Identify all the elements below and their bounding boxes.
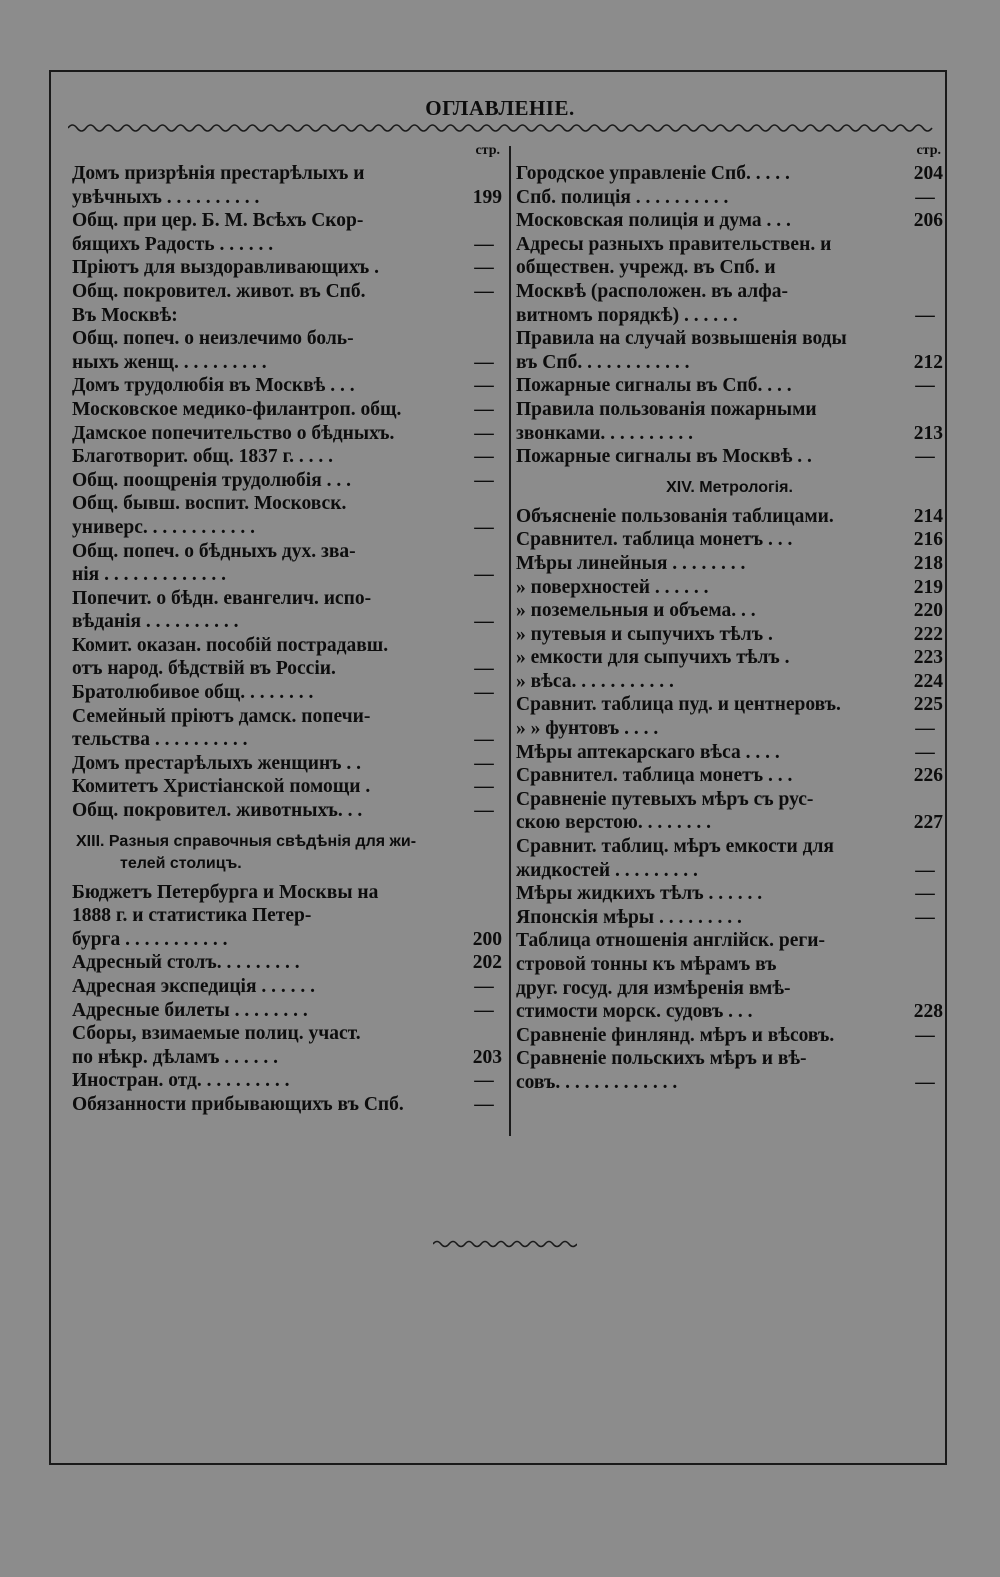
toc-page-number: — bbox=[915, 1024, 935, 1046]
toc-entry-line: отъ народ. бѣдствій въ Россіи. bbox=[72, 658, 336, 680]
right-entries-b bbox=[516, 505, 943, 1095]
toc-page-number: 222 bbox=[913, 623, 943, 645]
toc-page-number: — bbox=[474, 1093, 494, 1115]
toc-entry bbox=[72, 374, 502, 398]
toc-entry-line: витномъ порядкѣ) . . . . . . bbox=[516, 304, 738, 326]
toc-entry-line: бурга . . . . . . . . . . . bbox=[72, 928, 228, 950]
toc-page-number: 225 bbox=[913, 694, 943, 716]
left-entries-b bbox=[72, 881, 502, 1117]
right-entries-a bbox=[516, 162, 943, 469]
toc-entry bbox=[72, 280, 502, 304]
toc-entry bbox=[72, 752, 502, 776]
toc-entry-line: Въ Москвѣ: bbox=[72, 304, 178, 326]
toc-entry-line: » путевыя и сыпучихъ тѣлъ . bbox=[516, 623, 773, 645]
toc-page-number: 220 bbox=[913, 600, 943, 622]
toc-entry-line: Мѣры жидкихъ тѣлъ . . . . . . bbox=[516, 883, 763, 905]
toc-page-number: — bbox=[474, 564, 494, 586]
toc-entry-line: Пожарные сигналы въ Москвѣ . . bbox=[516, 446, 812, 468]
toc-entry-line: Сборы, взимаемые полиц. участ. bbox=[72, 1023, 361, 1045]
toc-entry bbox=[516, 398, 943, 445]
toc-entry-line: Правила пользованія пожарными bbox=[516, 398, 817, 420]
toc-entry bbox=[516, 233, 943, 327]
toc-entry-line: Общ. покровител. живот. въ Спб. bbox=[72, 280, 366, 302]
toc-page-number: 223 bbox=[913, 647, 943, 669]
toc-entry-line: Домъ трудолюбія въ Москвѣ . . . bbox=[72, 375, 355, 397]
toc-entry bbox=[72, 705, 502, 752]
toc-entry-line: Благотворит. общ. 1837 г. . . . . bbox=[72, 446, 333, 468]
toc-entry bbox=[72, 540, 502, 587]
section-xiii-heading bbox=[72, 831, 502, 875]
top-wavy-rule bbox=[68, 122, 940, 134]
toc-page-number: 226 bbox=[913, 765, 943, 787]
left-column bbox=[72, 140, 502, 1117]
toc-entry-line: » вѣса. . . . . . . . . . . bbox=[516, 670, 674, 692]
bottom-wavy-ornament bbox=[433, 1236, 577, 1254]
toc-page-number: — bbox=[474, 398, 494, 420]
toc-page-number: — bbox=[474, 446, 494, 468]
toc-page-number: 202 bbox=[472, 952, 502, 974]
toc-entry bbox=[72, 999, 502, 1023]
toc-page-number: — bbox=[915, 741, 935, 763]
toc-entry bbox=[516, 505, 943, 529]
toc-entry bbox=[516, 693, 943, 717]
toc-entry-line: бящихъ Радость . . . . . . bbox=[72, 233, 274, 255]
toc-entry-line: Бюджетъ Петербурга и Москвы на bbox=[72, 881, 379, 903]
toc-page-number: — bbox=[474, 375, 494, 397]
toc-entry-line: Семейный пріютъ дамск. попечи- bbox=[72, 705, 371, 727]
toc-entry-line: Москвѣ (расположен. въ алфа- bbox=[516, 280, 788, 302]
toc-entry-line: вѣданія . . . . . . . . . . bbox=[72, 611, 239, 633]
toc-entry-line: ныхъ женщ. . . . . . . . . . bbox=[72, 351, 267, 373]
toc-entry bbox=[72, 209, 502, 256]
toc-entry bbox=[72, 1069, 502, 1093]
toc-entry-line: жидкостей . . . . . . . . . bbox=[516, 859, 698, 881]
toc-entry bbox=[72, 327, 502, 374]
toc-entry bbox=[72, 587, 502, 634]
toc-page-number: — bbox=[474, 776, 494, 798]
toc-page-number: — bbox=[915, 883, 935, 905]
page-title: ОГЛАВЛЕНІЕ. bbox=[425, 96, 575, 120]
column-divider bbox=[509, 146, 511, 1136]
toc-entry-line: Адресы разныхъ правительствен. и bbox=[516, 233, 832, 255]
toc-entry-line: » » фунтовъ . . . . bbox=[516, 718, 659, 740]
toc-entry bbox=[72, 422, 502, 446]
toc-page-number: — bbox=[474, 257, 494, 279]
toc-entry bbox=[516, 646, 943, 670]
toc-entry bbox=[516, 552, 943, 576]
toc-entry-line: Таблица отношенія англійск. реги- bbox=[516, 930, 825, 952]
toc-entry-line: Общ. покровител. животныхъ. . . bbox=[72, 800, 363, 822]
toc-page-number: — bbox=[474, 469, 494, 491]
toc-entry bbox=[72, 951, 502, 975]
toc-entry bbox=[516, 906, 943, 930]
toc-page-number: 204 bbox=[913, 163, 943, 184]
toc-page-number: — bbox=[474, 351, 494, 373]
toc-page-number: 213 bbox=[913, 422, 943, 444]
section-xiii-line-1: XIII. Разныя справочныя свѣдѣнія для жи- bbox=[76, 832, 417, 850]
toc-page-number: 200 bbox=[472, 928, 502, 950]
toc-entry-line: Правила на случай возвышенія воды bbox=[516, 328, 847, 350]
toc-page-number: — bbox=[915, 304, 935, 326]
toc-entry bbox=[72, 1093, 502, 1117]
toc-page-number: — bbox=[915, 906, 935, 928]
toc-entry-line: Спб. полиція . . . . . . . . . . bbox=[516, 186, 729, 208]
toc-entry bbox=[516, 576, 943, 600]
section-xiv-heading: XIV. Метрологія. bbox=[666, 478, 793, 496]
toc-entry bbox=[516, 788, 943, 835]
toc-entry bbox=[516, 209, 943, 233]
toc-entry bbox=[516, 599, 943, 623]
toc-entry bbox=[516, 741, 943, 765]
toc-entry-line: Московская полиція и дума . . . bbox=[516, 210, 791, 232]
toc-entry-line: Братолюбивое общ. . . . . . . . bbox=[72, 682, 314, 704]
section-xiii-line-2: телей столицъ. bbox=[120, 854, 242, 872]
toc-entry-line: Общ. попеч. о неизлечимо боль- bbox=[72, 328, 354, 350]
toc-page-number: — bbox=[915, 1071, 935, 1093]
page-label-left: стр. bbox=[475, 143, 500, 158]
toc-page-number: — bbox=[915, 186, 935, 208]
toc-entry-line: Общ. поощренія трудолюбія . . . bbox=[72, 469, 351, 491]
toc-entry bbox=[72, 881, 502, 952]
toc-entry bbox=[72, 398, 502, 422]
toc-entry bbox=[516, 882, 943, 906]
toc-entry-line: скою верстою. . . . . . . . bbox=[516, 812, 711, 834]
toc-page-number: 216 bbox=[913, 529, 943, 551]
toc-page-number: — bbox=[474, 611, 494, 633]
toc-page-number: — bbox=[474, 516, 494, 538]
page-label-right: стр. bbox=[916, 143, 941, 158]
toc-entry-line: Комит. оказан. пособій пострадавш. bbox=[72, 634, 389, 656]
toc-entry bbox=[516, 186, 943, 210]
toc-entry bbox=[516, 445, 943, 469]
toc-entry bbox=[72, 799, 502, 823]
toc-entry bbox=[516, 670, 943, 694]
toc-page-number: 218 bbox=[913, 552, 943, 574]
toc-entry-line: Адресный столъ. . . . . . . . . bbox=[72, 952, 300, 974]
toc-entry bbox=[516, 528, 943, 552]
toc-page-number: — bbox=[915, 446, 935, 468]
toc-entry-line: универс. . . . . . . . . . . . bbox=[72, 516, 256, 538]
toc-entry-line: Сравненіе польскихъ мѣръ и вѣ- bbox=[516, 1048, 807, 1070]
toc-page-number: — bbox=[915, 718, 935, 740]
toc-page-number: 219 bbox=[913, 576, 943, 598]
toc-page-number: — bbox=[474, 280, 494, 302]
toc-entry bbox=[72, 162, 502, 209]
toc-entry bbox=[72, 1022, 502, 1069]
toc-entry-line: звонками. . . . . . . . . . bbox=[516, 422, 694, 444]
toc-entry bbox=[516, 929, 943, 1023]
toc-page-number: — bbox=[474, 999, 494, 1021]
toc-entry-line: Мѣры аптекарскаго вѣса . . . . bbox=[516, 741, 780, 763]
toc-entry-line: Общ. бывш. воспит. Московск. bbox=[72, 493, 347, 515]
toc-entry-line: друг. госуд. для измѣренія вмѣ- bbox=[516, 977, 791, 999]
toc-entry-line: Пріютъ для выздоравливающихъ . bbox=[72, 257, 380, 279]
toc-entry-line: Сравнител. таблица монетъ . . . bbox=[516, 529, 793, 551]
toc-entry-line: Обязанности прибывающихъ въ Спб. bbox=[72, 1093, 404, 1115]
toc-entry bbox=[516, 162, 943, 186]
toc-entry-line: увѣчныхъ . . . . . . . . . . bbox=[72, 186, 260, 208]
toc-entry-line: » поверхностей . . . . . . bbox=[516, 576, 709, 598]
toc-entry-line: Адресные билеты . . . . . . . . bbox=[72, 999, 308, 1021]
toc-page-number: 214 bbox=[913, 505, 943, 527]
toc-entry bbox=[72, 304, 502, 328]
toc-entry-line: Мѣры линейныя . . . . . . . . bbox=[516, 552, 746, 574]
toc-page-number: — bbox=[474, 422, 494, 444]
toc-entry-line: совъ. . . . . . . . . . . . . bbox=[516, 1071, 678, 1093]
toc-entry-line: Сравнител. таблица монетъ . . . bbox=[516, 765, 793, 787]
toc-entry bbox=[72, 492, 502, 539]
toc-entry bbox=[72, 469, 502, 493]
toc-entry-line: стровой тонны къ мѣрамъ въ bbox=[516, 954, 777, 975]
toc-entry-line: 1888 г. и статистика Петер- bbox=[72, 905, 312, 927]
toc-entry-line: Общ. при цер. Б. М. Всѣхъ Скор- bbox=[72, 210, 364, 232]
toc-entry bbox=[72, 681, 502, 705]
toc-entry-line: Сравнит. таблица пуд. и центнеровъ. bbox=[516, 694, 841, 716]
toc-entry-line: въ Спб. . . . . . . . . . . . bbox=[516, 351, 690, 373]
left-entries-a bbox=[72, 162, 502, 823]
toc-entry bbox=[72, 256, 502, 280]
toc-page-number: — bbox=[474, 233, 494, 255]
toc-entry-line: нія . . . . . . . . . . . . . bbox=[72, 564, 226, 586]
toc-entry-line: стимости морск. судовъ . . . bbox=[516, 1001, 753, 1023]
toc-page-number: 212 bbox=[913, 351, 943, 373]
toc-entry bbox=[516, 623, 943, 647]
toc-entry bbox=[72, 634, 502, 681]
toc-entry-line: Японскія мѣры . . . . . . . . . bbox=[516, 906, 742, 928]
toc-entry-line: Иностран. отд. . . . . . . . . . bbox=[72, 1070, 290, 1092]
toc-entry-line: Дамское попечительство о бѣдныхъ. bbox=[72, 422, 395, 444]
toc-entry bbox=[516, 835, 943, 882]
toc-page-number: — bbox=[474, 729, 494, 751]
toc-page-number: 227 bbox=[913, 812, 943, 834]
toc-entry bbox=[516, 1047, 943, 1094]
toc-entry-line: Сравненіе финлянд. мѣръ и вѣсовъ. bbox=[516, 1024, 835, 1046]
toc-page-number: — bbox=[474, 658, 494, 680]
toc-entry-line: Общ. попеч. о бѣдныхъ дух. зва- bbox=[72, 540, 356, 562]
toc-entry-line: Городское управленіе Спб. . . . . bbox=[516, 163, 790, 184]
toc-entry-line: » поземельныя и объема. . . bbox=[516, 600, 756, 622]
toc-entry-line: Попечит. о бѣдн. евангелич. испо- bbox=[72, 587, 372, 609]
toc-page-number: — bbox=[474, 976, 494, 997]
toc-page-number: — bbox=[915, 859, 935, 881]
toc-entry bbox=[516, 764, 943, 788]
toc-page-number: 199 bbox=[472, 186, 502, 208]
toc-entry-line: Пожарные сигналы въ Спб. . . . bbox=[516, 375, 792, 397]
toc-page-number: — bbox=[474, 752, 494, 774]
toc-entry-line: обществен. учрежд. въ Спб. и bbox=[516, 257, 776, 279]
right-column bbox=[516, 140, 943, 1095]
toc-entry-line: Адресная экспедиція . . . . . . bbox=[72, 976, 316, 997]
toc-entry-line: Сравненіе путевыхъ мѣръ съ рус- bbox=[516, 788, 814, 810]
toc-entry bbox=[72, 445, 502, 469]
toc-page-number: 224 bbox=[913, 670, 943, 692]
toc-entry bbox=[516, 327, 943, 374]
toc-page-number: — bbox=[474, 800, 494, 822]
toc-page-number: 228 bbox=[913, 1001, 943, 1023]
toc-entry-line: Комитетъ Христіанской помощи . bbox=[72, 776, 371, 798]
toc-page-number: — bbox=[474, 682, 494, 704]
toc-page-number: 203 bbox=[472, 1046, 502, 1068]
toc-page-number: — bbox=[915, 375, 935, 397]
toc-entry bbox=[72, 975, 502, 999]
toc-entry-line: тельства . . . . . . . . . . bbox=[72, 729, 248, 751]
toc-entry-line: Московское медико-филантроп. общ. bbox=[72, 398, 402, 420]
toc-entry-line: Домъ престарѣлыхъ женщинъ . . bbox=[72, 752, 362, 774]
toc-entry-line: Домъ призрѣнія престарѣлыхъ и bbox=[72, 163, 365, 184]
toc-entry-line: Объясненіе пользованія таблицами. bbox=[516, 505, 834, 527]
toc-page-number: — bbox=[474, 1070, 494, 1092]
toc-entry-line: Сравнит. таблиц. мѣръ емкости для bbox=[516, 836, 834, 858]
toc-entry-line: » емкости для сыпучихъ тѣлъ . bbox=[516, 647, 790, 669]
toc-entry bbox=[72, 775, 502, 799]
toc-entry bbox=[516, 374, 943, 398]
toc-entry bbox=[516, 717, 943, 741]
toc-entry-line: по нѣкр. дѣламъ . . . . . . bbox=[72, 1046, 279, 1068]
toc-page-number: 206 bbox=[913, 210, 943, 232]
toc-entry bbox=[516, 1024, 943, 1048]
